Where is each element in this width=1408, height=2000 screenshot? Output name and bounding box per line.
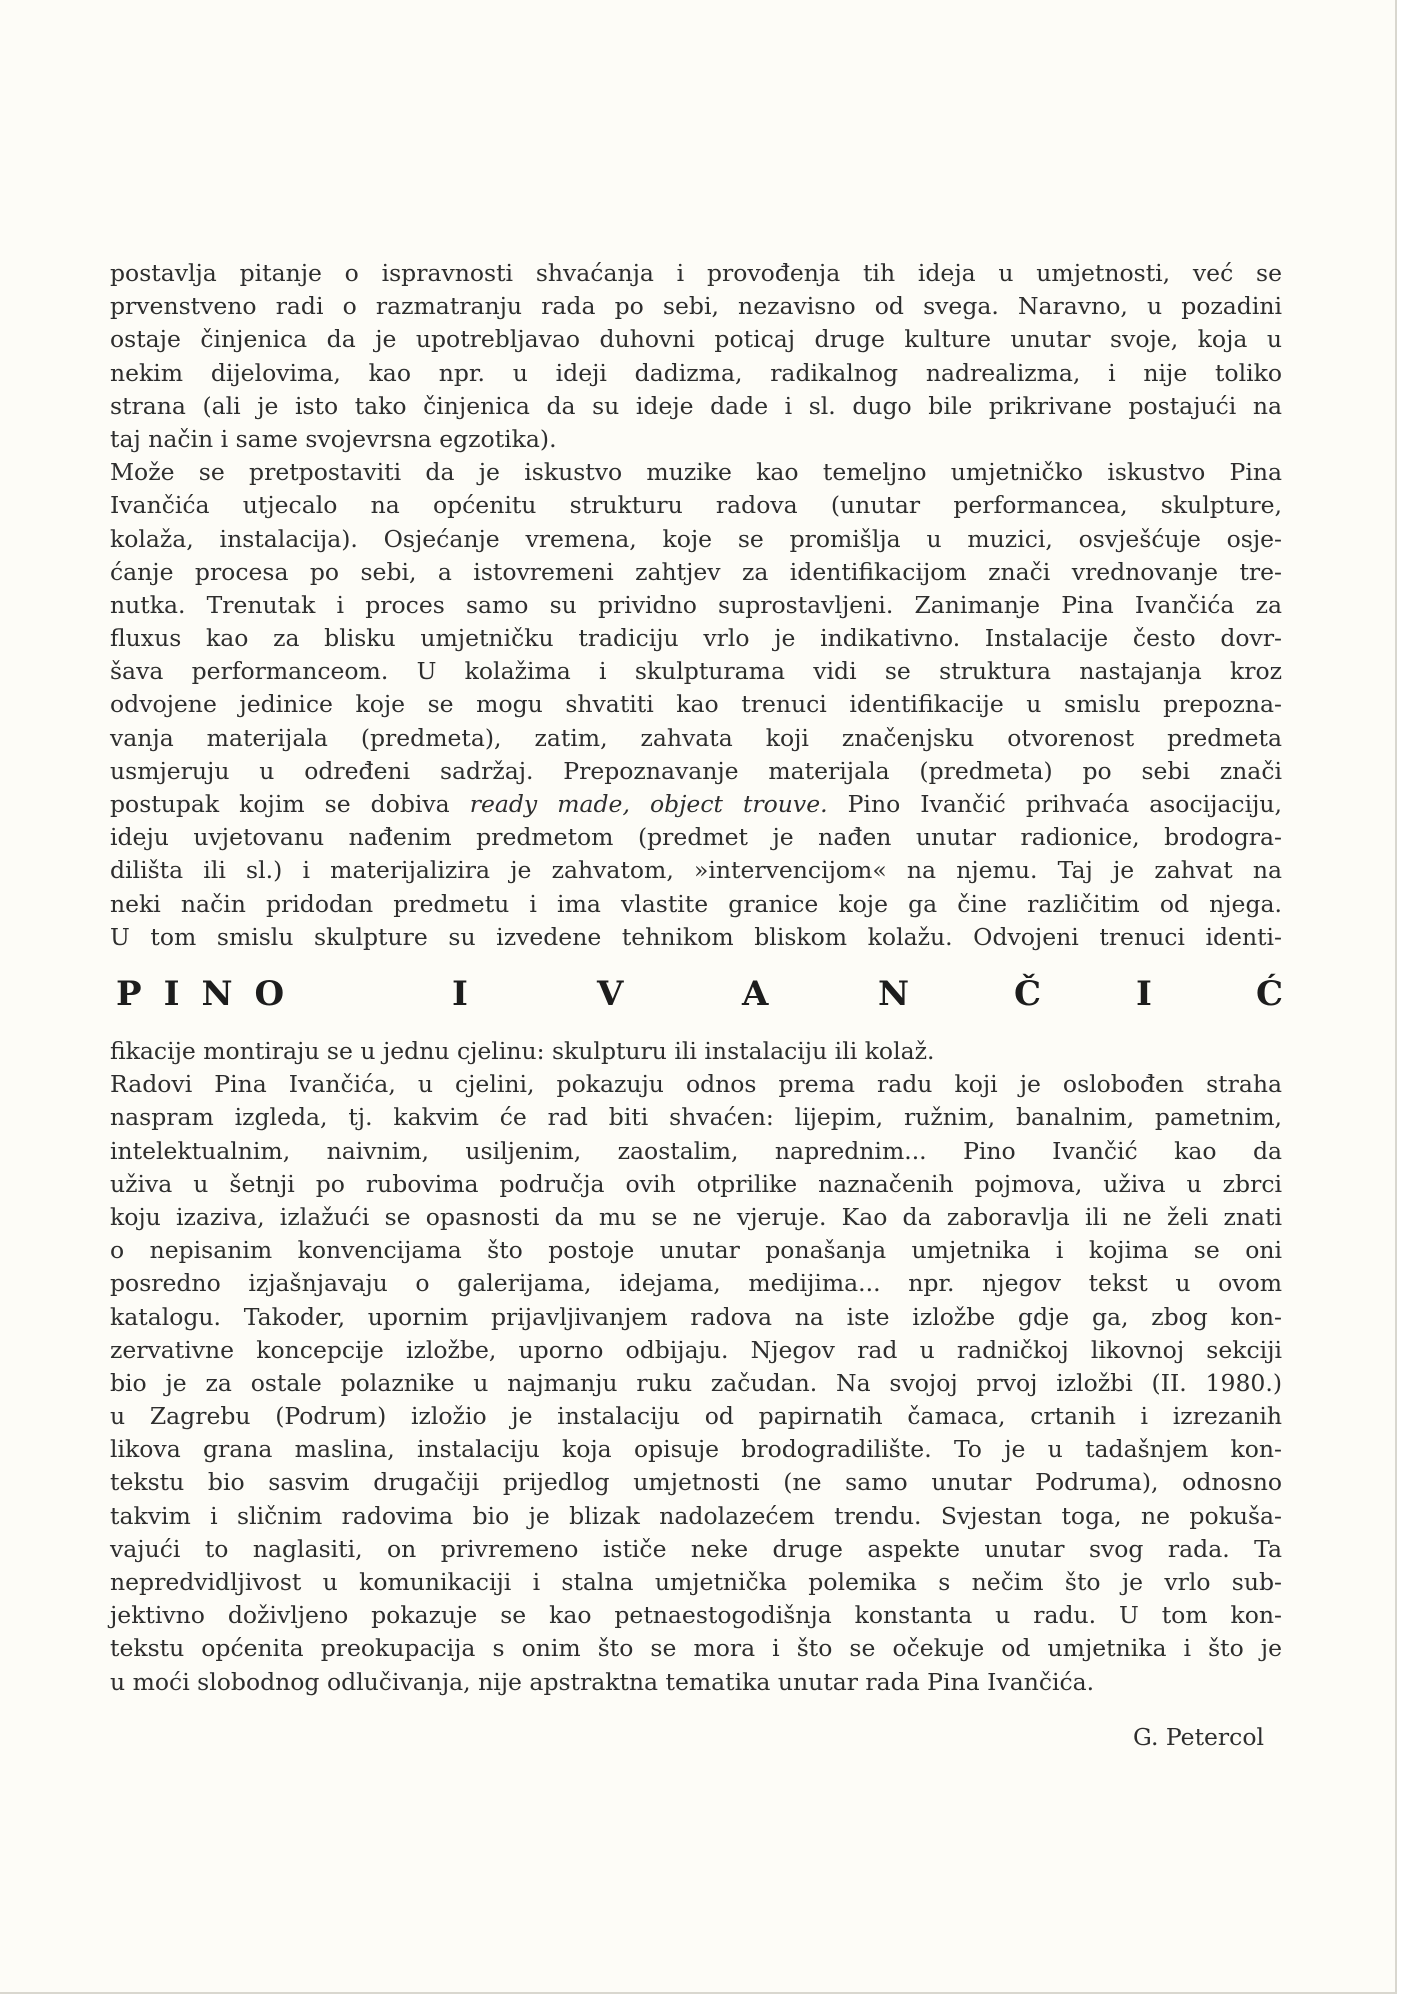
artist-last-name-letter: Ć xyxy=(1256,974,1284,1014)
text-line: vanja materijala (predmeta), zatim, zahvata koji značenjsku otvorenost predmeta xyxy=(110,723,1282,752)
text-line: postupak kojim se dobiva ready made, object trouve. Pino Ivančić prihvaća asocijaciju, xyxy=(110,790,1283,818)
text-block-top xyxy=(110,257,1282,954)
text-line: taj način i same svojevrsna egzotika). xyxy=(110,424,557,453)
text-line: tekstu općenita preokupacija s onim što se mora i što se očekuje od umjetnika i što je xyxy=(110,1634,1282,1663)
text-line: fluxus kao za blisku umjetničku tradiciju vrlo je indikativno. Instalacije često dovr- xyxy=(110,624,1282,653)
text-line: bio je za ostale polaznike u najmanju ruku začudan. Na svojoj prvoj izložbi (II. 1980.) xyxy=(110,1368,1282,1397)
text-line: nepredvidljivost u komunikaciji i stalna umjetnička polemika s nečim što je vrlo sub- xyxy=(110,1568,1282,1596)
text-block-bottom xyxy=(110,1035,1282,1699)
text-line: jektivno doživljeno pokazuje se kao petnaestogodišnja konstanta u radu. U tom kon- xyxy=(110,1601,1282,1630)
text-line: neki način pridodan predmetu i ima vlastite granice koje ga čine različitim od njega. xyxy=(110,889,1282,918)
artist-first-name: PINO xyxy=(116,974,307,1014)
text-line: U tom smislu skulpture su izvedene tehnikom bliskom kolažu. Odvojeni trenuci identi- xyxy=(110,922,1282,951)
text-line: naspram izgleda, tj. kakvim će rad biti shvaćen: lijepim, ružnim, banalnim, pametnim, xyxy=(110,1103,1282,1132)
text-line: Ivančića utjecalo na općenitu strukturu radova (unutar performancea, skulpture, xyxy=(110,491,1282,520)
artist-last-name-letter: Č xyxy=(1014,974,1042,1014)
text-line: katalogu. Takoder, upornim prijavljivanjem radova na iste izložbe gdje ga, zbog kon- xyxy=(110,1302,1282,1331)
artist-last-name-letter: I xyxy=(1136,974,1152,1014)
text-line: Može se pretpostaviti da je iskustvo muzike kao temeljno umjetničko iskustvo Pina xyxy=(110,458,1282,487)
artist-name-heading xyxy=(116,972,1284,1016)
text-line: takvim i sličnim radovima bio je blizak nadolazećem trendu. Svjestan toga, ne pokuša- xyxy=(110,1501,1282,1530)
text-line: fikacije montiraju se u jednu cjelinu: skulpturu ili instalaciju ili kolaž. xyxy=(110,1037,935,1065)
text-line: nutka. Trenutak i proces samo su prividno suprostavljeni. Zanimanje Pina Ivančića za xyxy=(110,590,1282,619)
text-line: u moći slobodnog odlučivanja, nije apstraktna tematika unutar rada Pina Ivančića. xyxy=(110,1667,1095,1696)
text-line: u Zagrebu (Podrum) izložio je instalaciju od papirnatih čamaca, crtanih i izrezanih xyxy=(110,1402,1282,1431)
text-line: nekim dijelovima, kao npr. u ideji dadizma, radikalnog nadrealizma, i nije toliko xyxy=(110,358,1282,387)
text-line: ideju uvjetovanu nađenim predmetom (predmet je nađen unutar radionice, brodogra- xyxy=(110,823,1282,852)
artist-last-name-letter: V xyxy=(597,974,624,1014)
artist-last-name-letter: A xyxy=(742,974,769,1014)
text-line: šava performanceom. U kolažima i skulpturama vidi se struktura nastajanja kroz xyxy=(110,657,1282,686)
author-signature: G. Petercol xyxy=(1133,1723,1264,1751)
text-line: vajući to naglasiti, on privremeno ističe neke druge aspekte unutar svog rada. Ta xyxy=(110,1534,1282,1563)
text-line: uživa u šetnji po rubovima područja ovih otprilike naznačenih pojmova, uživa u zbrci xyxy=(110,1169,1282,1198)
text-line: zervativne koncepcije izložbe, uporno odbijaju. Njegov rad u radničkoj likovnoj sekciji xyxy=(110,1335,1282,1364)
text-line: koju izaziva, izlažući se opasnosti da mu se ne vjeruje. Kao da zaboravlja ili ne želi znati xyxy=(110,1202,1282,1231)
text-line: o nepisanim konvencijama što postoje unutar ponašanja umjetnika i kojima se oni xyxy=(110,1236,1282,1265)
text-line: dilišta ili sl.) i materijalizira je zahvatom, »intervencijom« na njemu. Taj je zahvat na xyxy=(110,856,1282,885)
artist-last-name-letter: I xyxy=(452,974,468,1014)
text-line: strana (ali je isto tako činjenica da su ideje dade i sl. dugo bile prikrivane postajući na xyxy=(110,391,1282,420)
text-line: posredno izjašnjavaju o galerijama, idejama, medijima... npr. njegov tekst u ovom xyxy=(110,1269,1282,1298)
text-line: Radovi Pina Ivančića, u cjelini, pokazuju odnos prema radu koji je oslobođen straha xyxy=(110,1070,1282,1099)
artist-last-name-letter: N xyxy=(878,974,910,1014)
text-line: usmjeruju u određeni sadržaj. Prepoznavanje materijala (predmeta) po sebi znači xyxy=(110,756,1282,785)
text-line: ostaje činjenica da je upotrebljavao duhovni poticaj druge kulture unutar svoje, koja u xyxy=(110,325,1282,354)
text-line: ćanje procesa po sebi, a istovremeni zahtjev za identifikacijom znači vrednovanje tre- xyxy=(110,557,1282,586)
text-line: likova grana maslina, instalaciju koja opisuje brodogradilište. To je u tadašnjem kon- xyxy=(110,1435,1282,1464)
text-line: postavlja pitanje o ispravnosti shvaćanja i provođenja tih ideja u umjetnosti, već se xyxy=(110,259,1282,287)
text-line: prvenstveno radi o razmatranju rada po sebi, nezavisno od svega. Naravno, u pozadini xyxy=(110,292,1282,321)
text-line: tekstu bio sasvim drugačiji prijedlog umjetnosti (ne samo unutar Podruma), odnosno xyxy=(110,1468,1282,1497)
text-line: intelektualnim, naivnim, usiljenim, zaostalim, naprednim... Pino Ivančić kao da xyxy=(110,1136,1282,1165)
text-line: kolaža, instalacija). Osjećanje vremena, koje se promišlja u muzici, osvješćuje osje- xyxy=(110,524,1282,553)
text-line: odvojene jedinice koje se mogu shvatiti kao trenuci identifikacije u smislu prepozna- xyxy=(110,690,1282,719)
